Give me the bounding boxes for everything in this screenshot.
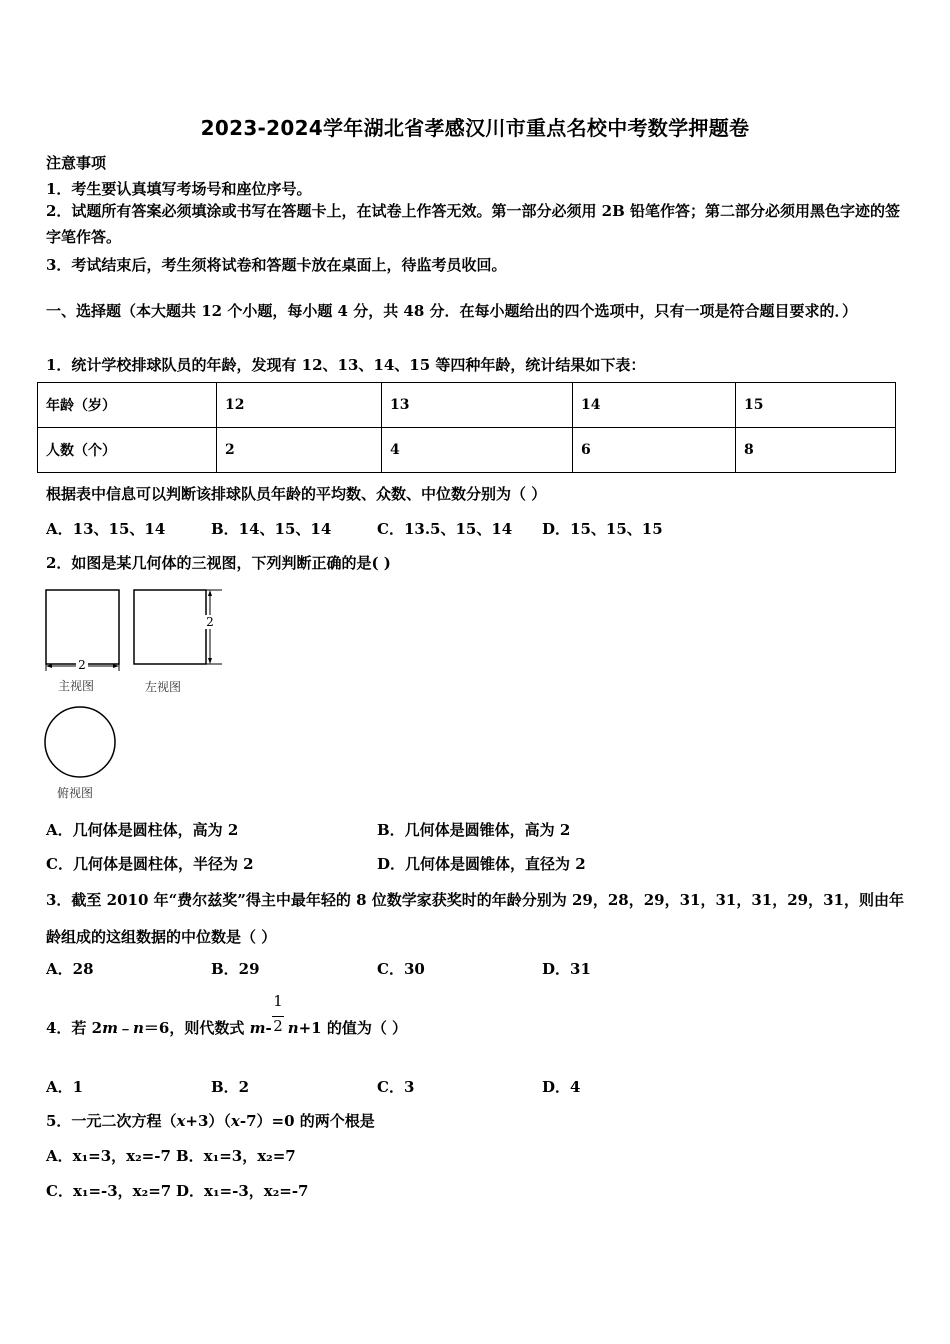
front-view-label: 主视图	[58, 679, 95, 693]
q2-option-a: A．几何体是圆柱体，高为 2	[46, 821, 239, 839]
height-dimension-label: 2	[206, 615, 214, 629]
q5-option-a: A．x₁=3，x₂=-7	[46, 1147, 171, 1165]
table-cell: 人数（个）	[38, 428, 217, 473]
q4-var: m	[102, 1019, 118, 1037]
q1-option-d: D．15、15、15	[542, 520, 663, 538]
q4-var: n	[133, 1019, 144, 1037]
table-cell: 14	[573, 383, 736, 428]
q4-text: -	[265, 1019, 272, 1037]
top-view-circle	[45, 707, 115, 777]
table-cell: 15	[736, 383, 896, 428]
q1-option-c: C．13.5、15、14	[377, 520, 513, 538]
table-cell: 8	[736, 428, 896, 473]
q1-option-b: B．14、15、14	[211, 520, 332, 538]
q1-question: 根据表中信息可以判断该排球队员年龄的平均数、众数、中位数分别为（ ）	[46, 485, 547, 503]
side-view-label: 左视图	[145, 680, 182, 694]
q3-stem: 3．截至 2010 年“费尔兹奖”得主中最年轻的 8 位数学家获奖时的年龄分别为 29，28，29，31，31，31，29，31，则由年龄组成的这组数据的中位数是（ ）	[46, 891, 904, 946]
q5-text: -7）=0 的两个根是	[239, 1112, 375, 1130]
q4-option-d: D．4	[542, 1078, 581, 1096]
notice-heading: 注意事项	[46, 154, 107, 172]
q4-option-b: B．2	[211, 1078, 250, 1096]
q4-text: 4．若 2	[46, 1019, 103, 1037]
q3-option-c: C．30	[377, 960, 425, 978]
q4-text: ﹣	[117, 1019, 133, 1037]
section-heading: 一、选择题（本大题共 12 个小题，每小题 4 分，共 48 分．在每小题给出的四个选项中，只有一项是符合题目要求的．）	[46, 302, 858, 320]
q4-var: n	[287, 1019, 299, 1037]
age-table	[37, 382, 896, 473]
arrow-down-icon	[208, 658, 212, 664]
q2-option-d: D．几何体是圆锥体，直径为 2	[377, 855, 586, 873]
three-view-figure	[40, 585, 240, 810]
front-view-square	[46, 590, 119, 664]
q5-option-d: D．x₁=-3，x₂=-7	[176, 1182, 309, 1200]
q4-var: m	[249, 1019, 266, 1037]
notice-item-3: 3．考试结束后，考生须将试卷和答题卡放在桌面上，待监考员收回。	[46, 256, 507, 274]
table-cell: 6	[573, 428, 736, 473]
q3-option-a: A．28	[46, 960, 94, 978]
q4-option-c: C．3	[377, 1078, 415, 1096]
q5-var: x	[230, 1112, 240, 1130]
q3-option-b: B．29	[211, 960, 260, 978]
fraction-numerator: 1	[273, 992, 283, 1010]
q5-text: 5．一元二次方程（	[46, 1112, 177, 1130]
table-cell: 年龄（岁）	[38, 383, 217, 428]
page-title: 2023-2024学年湖北省孝感汉川市重点名校中考数学押题卷	[200, 116, 750, 140]
q4-text: ＝6，则代数式	[143, 1019, 250, 1037]
q2-option-b: B．几何体是圆锥体，高为 2	[377, 821, 571, 839]
table-cell: 4	[382, 428, 573, 473]
q5-var: x	[176, 1112, 186, 1130]
q1-stem: 1．统计学校排球队员的年龄，发现有 12、13、14、15 等四种年龄，统计结果如下表：	[46, 356, 646, 374]
notice-item-2: 2．试题所有答案必须填涂或书写在答题卡上，在试卷上作答无效。第一部分必须用 2B 铅笔作答；第二部分必须用黑色字迹的签字笔作答。	[46, 202, 901, 246]
top-view-label: 俯视图	[57, 786, 94, 800]
q5-option-b: B．x₁=3，x₂=7	[176, 1147, 296, 1165]
arrow-up-icon	[208, 590, 212, 596]
table-cell: 13	[382, 383, 573, 428]
q5-text: +3）（	[185, 1112, 231, 1130]
q1-option-a: A．13、15、14	[46, 520, 166, 538]
q2-stem: 2．如图是某几何体的三视图，下列判断正确的是( )	[46, 554, 391, 572]
notice-item-1: 1．考生要认真填写考场号和座位序号。	[46, 180, 312, 198]
q2-option-c: C．几何体是圆柱体，半径为 2	[46, 855, 254, 873]
q5-option-c: C．x₁=-3，x₂=7	[46, 1182, 172, 1200]
q4-stem	[46, 1017, 407, 1038]
table-row	[38, 383, 896, 428]
q5-stem	[46, 1110, 375, 1131]
fraction-denominator: 2	[273, 1017, 283, 1035]
table-cell: 12	[217, 383, 382, 428]
table-row	[38, 428, 896, 473]
q4-option-a: A．1	[46, 1078, 84, 1096]
table-cell: 2	[217, 428, 382, 473]
width-dimension-label: 2	[78, 658, 86, 672]
q4-text: +1 的值为（ ）	[298, 1019, 408, 1037]
side-view-square	[134, 590, 206, 664]
q3-option-d: D．31	[542, 960, 591, 978]
